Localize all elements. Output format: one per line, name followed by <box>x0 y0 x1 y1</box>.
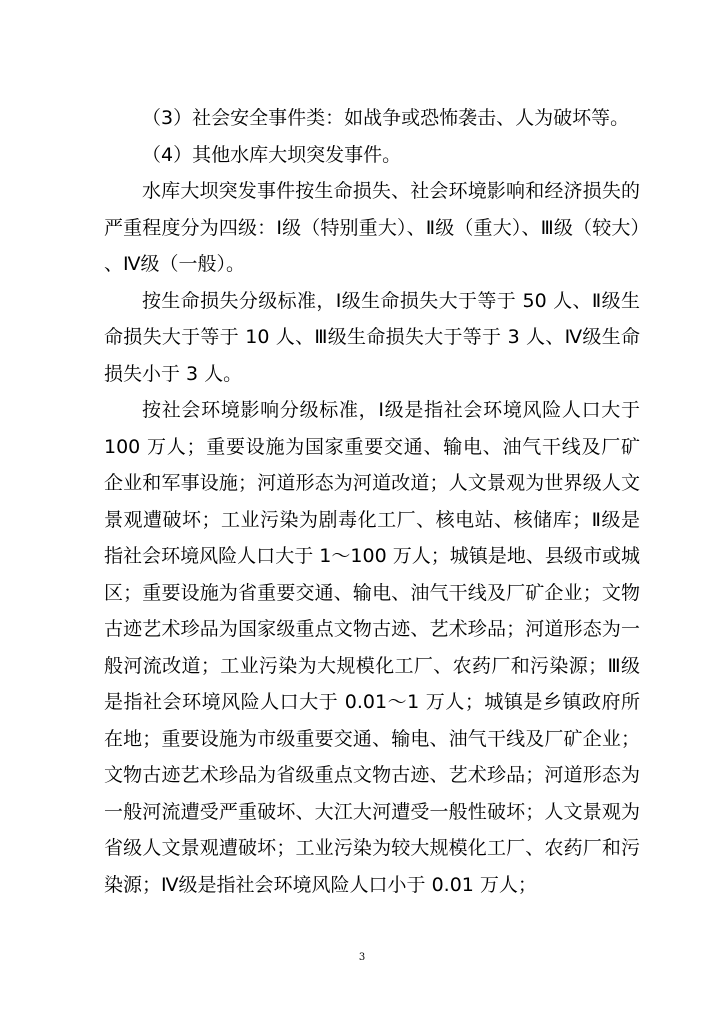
paragraph-social-security-events: （3）社会安全事件类：如战争或恐怖袭击、人为破坏等。 <box>142 107 630 129</box>
paragraph-other-dam-events: （4）其他水库大坝突发事件。 <box>142 143 402 166</box>
paragraph-life-loss-standard: 按生命损失分级标准，Ⅰ级生命损失大于等于 50 人、Ⅱ级生命损失大于等于 10 人、Ⅲ级生命损失大于等于 3 人、Ⅳ级生命损失小于 3 人。 <box>104 289 640 385</box>
page-number: 3 <box>358 952 366 963</box>
paragraph-social-environment-standard: 按社会环境影响分级标准，Ⅰ级是指社会环境风险人口大于 100 万人；重要设施为国家重要交通、输电、油气干线及厂矿企业和军事设施；河道形态为河道改道；人文景观为世界级人文景观遭破坏；工业污染为剧毒化工厂、核电站、核储库；Ⅱ级是指社会环境风险人口大于 1～100 万人；城镇是地、县级市或城区；重要设施为省重要交通、输电、油气干线及厂矿企业；文物古迹艺术珍品为国家级重点文物古迹、艺术珍品；河道形态为一般河流改道；工业污染为大规模化工厂、农药厂和污染源；Ⅲ级是指社会环境风险人口大于 0.01～1 万人；城镇是乡镇政府所在地；重要设施为市级重要交通、输电、油气干线及厂矿企业；文物古迹艺术珍品为省级重点文物古迹、艺术珍品；河道形态为一般河流遭受严重破坏、大江大河遭受一般性破坏；人文景观为省级人文景观遭破坏；工业污染为较大规模化工厂、农药厂和污染源；Ⅳ级是指社会环境风险人口小于 0.01 万人； <box>104 399 640 896</box>
paragraph-event-levels: 水库大坝突发事件按生命损失、社会环境影响和经济损失的严重程度分为四级：Ⅰ级（特别重大）、Ⅱ级（重大）、Ⅲ级（较大）、Ⅳ级（一般）。 <box>104 180 640 275</box>
document-body <box>104 100 640 903</box>
